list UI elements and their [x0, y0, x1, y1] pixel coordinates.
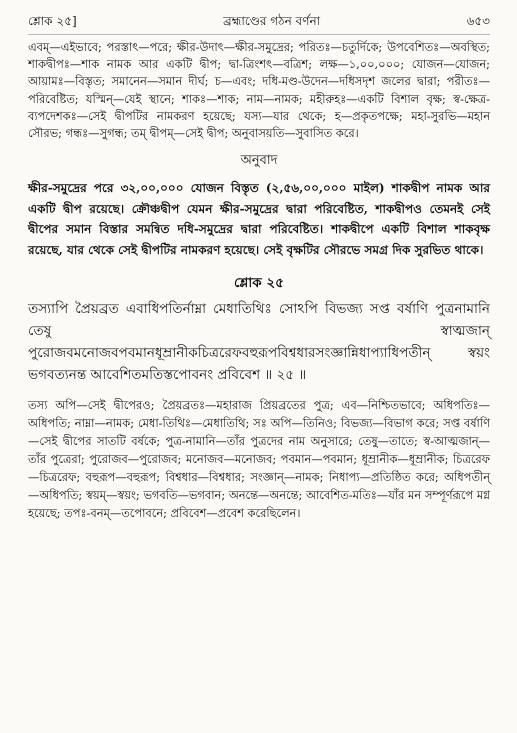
header-verse-ref: শ্লোক ২৫]	[28, 14, 77, 28]
verse-title: শ্লোক ২৫	[234, 275, 284, 292]
header-chapter-title: ব্রহ্মাণ্ডের গঠন বর্ণনা	[223, 14, 321, 28]
page	[28, 12, 490, 522]
page-header	[28, 12, 490, 35]
verse-text: তস্যাপি প্রৈয়ব্রত এবাধিপতির্নাম্না মেধাতিথিঃ সোঽপি বিভজ্য সপ্ত বর্ষাণি পুত্রনামানি তেষু স্বাত্মজান্ পুরোজবমনোজবপবমানধূম্রানীকচিত্ররেফবহুরূপবিশ্বধারসংজ্ঞান্নিধাপ্যাধিপতীন্ স্বয়ং ভগবত্যনন্ত আবেশিতমতিস্তপোবনং প্রবিবেশ ॥ ২৫ ॥	[28, 301, 490, 383]
translation-title: অনুবাদ	[240, 153, 278, 169]
synonyms-previous-verse: এবম্—এইভাবে; পরস্তাৎ—পরে; ক্ষীর-উদাৎ—ক্ষীর-সমুদ্রের; পরিতঃ—চতুর্দিকে; উপবেশিতঃ—অবস্থিত; শাকদ্বীপঃ—শাক নামক আর একটি দ্বীপ; দ্বা-ত্রিংশৎ—বত্রিশ; লক্ষ—১,০০,০০০; যোজন—যোজন; আয়ামঃ—বিস্তৃত; সমানেন—সমান দীর্ঘ; চ—এবং; দধি-মণ্ড-উদেন—দধিসদৃশ জলের দ্বারা; পরীতঃ—পরিবেষ্টিত; যস্মিন্—যেই স্থানে; শাকঃ—শাক; নাম—নামক; মহীরুহঃ—একটি বিশাল বৃক্ষ; স্ব-ক্ষেত্র-ব্যপদেশকঃ—সেই দ্বীপটির নামকরণ হয়েছে; যস্য—যার থেকে; হ—প্রকৃতপক্ষে; মহা-সুরভি—মহান সৌরভ; গন্ধঃ—সুগন্ধ; তম্ দ্বীপম্—সেই দ্বীপ; অনুবাসয়তি—সুবাসিত করে।	[28, 40, 490, 141]
synonyms-text: তস্য অপি—সেই দ্বীপেরও; প্রৈয়ব্রতঃ—মহারাজ প্রিয়ব্রতের পুত্র; এব—নিশ্চিতভাবে; অধিপতিঃ—অধিপতি; নাম্না—নামক; মেধা-তিথিঃ—মেধাতিথি; সঃ অপি—তিনিও; বিভজ্য—বিভাগ করে; সপ্ত বর্ষাণি—সেই দ্বীপের সাতটি বর্ষকে; পুত্র-নামানি—তাঁর পুত্রদের নাম অনুসারে; তেষু—তাতে; স্ব-আত্মজান্—তাঁর পুত্রেরা; পুরোজব—পুরোজব; মনোজব—মনোজব; পবমান—পবমান; ধূম্রানীক—ধূম্রানীক; চিত্ররেফ—চিত্ররেফ; বহুরূপ—বহুরূপ; বিশ্বধার—বিশ্বধার; সংজ্ঞান্—নামক; নিধাপ্য—প্রতিষ্ঠিত করে; অধিপতীন্—অধিপতি; স্বয়ম্—স্বয়ং; ভগবতি—ভগবান; অনন্তে—অনন্তে; আবেশিত-মতিঃ—যাঁর মন সম্পূর্ণরূপে মগ্ন হয়েছে; তপঃ-বনম্—তপোবনে; প্রবিবেশ—প্রবেশ করেছিলেন।	[28, 398, 490, 521]
header-page-number: ৬৫৩	[466, 14, 490, 28]
translation-text: ক্ষীর-সমুদ্রের পরে ৩২,০০,০০০ যোজন বিস্তৃত (২,৫৬,০০,০০০ মাইল) শাকদ্বীপ নামক আর একটি দ্বীপ রয়েছে। ক্রৌঞ্চদ্বীপ যেমন ক্ষীর-সমুদ্রের দ্বারা পরিবেষ্টিত, শাকদ্বীপও তেমনই সেই দ্বীপের সমান বিস্তার সমন্বিত দধি-সমুদ্রের দ্বারা পরিবেষ্টিত। শাকদ্বীপে একটি বিশাল শাকবৃক্ষ রয়েছে, যার থেকে সেই দ্বীপটির নামকরণ হয়েছে। সেই বৃক্ষটির সৌরভে সমগ্র দিক সুরভিত থাকে।	[28, 181, 490, 257]
